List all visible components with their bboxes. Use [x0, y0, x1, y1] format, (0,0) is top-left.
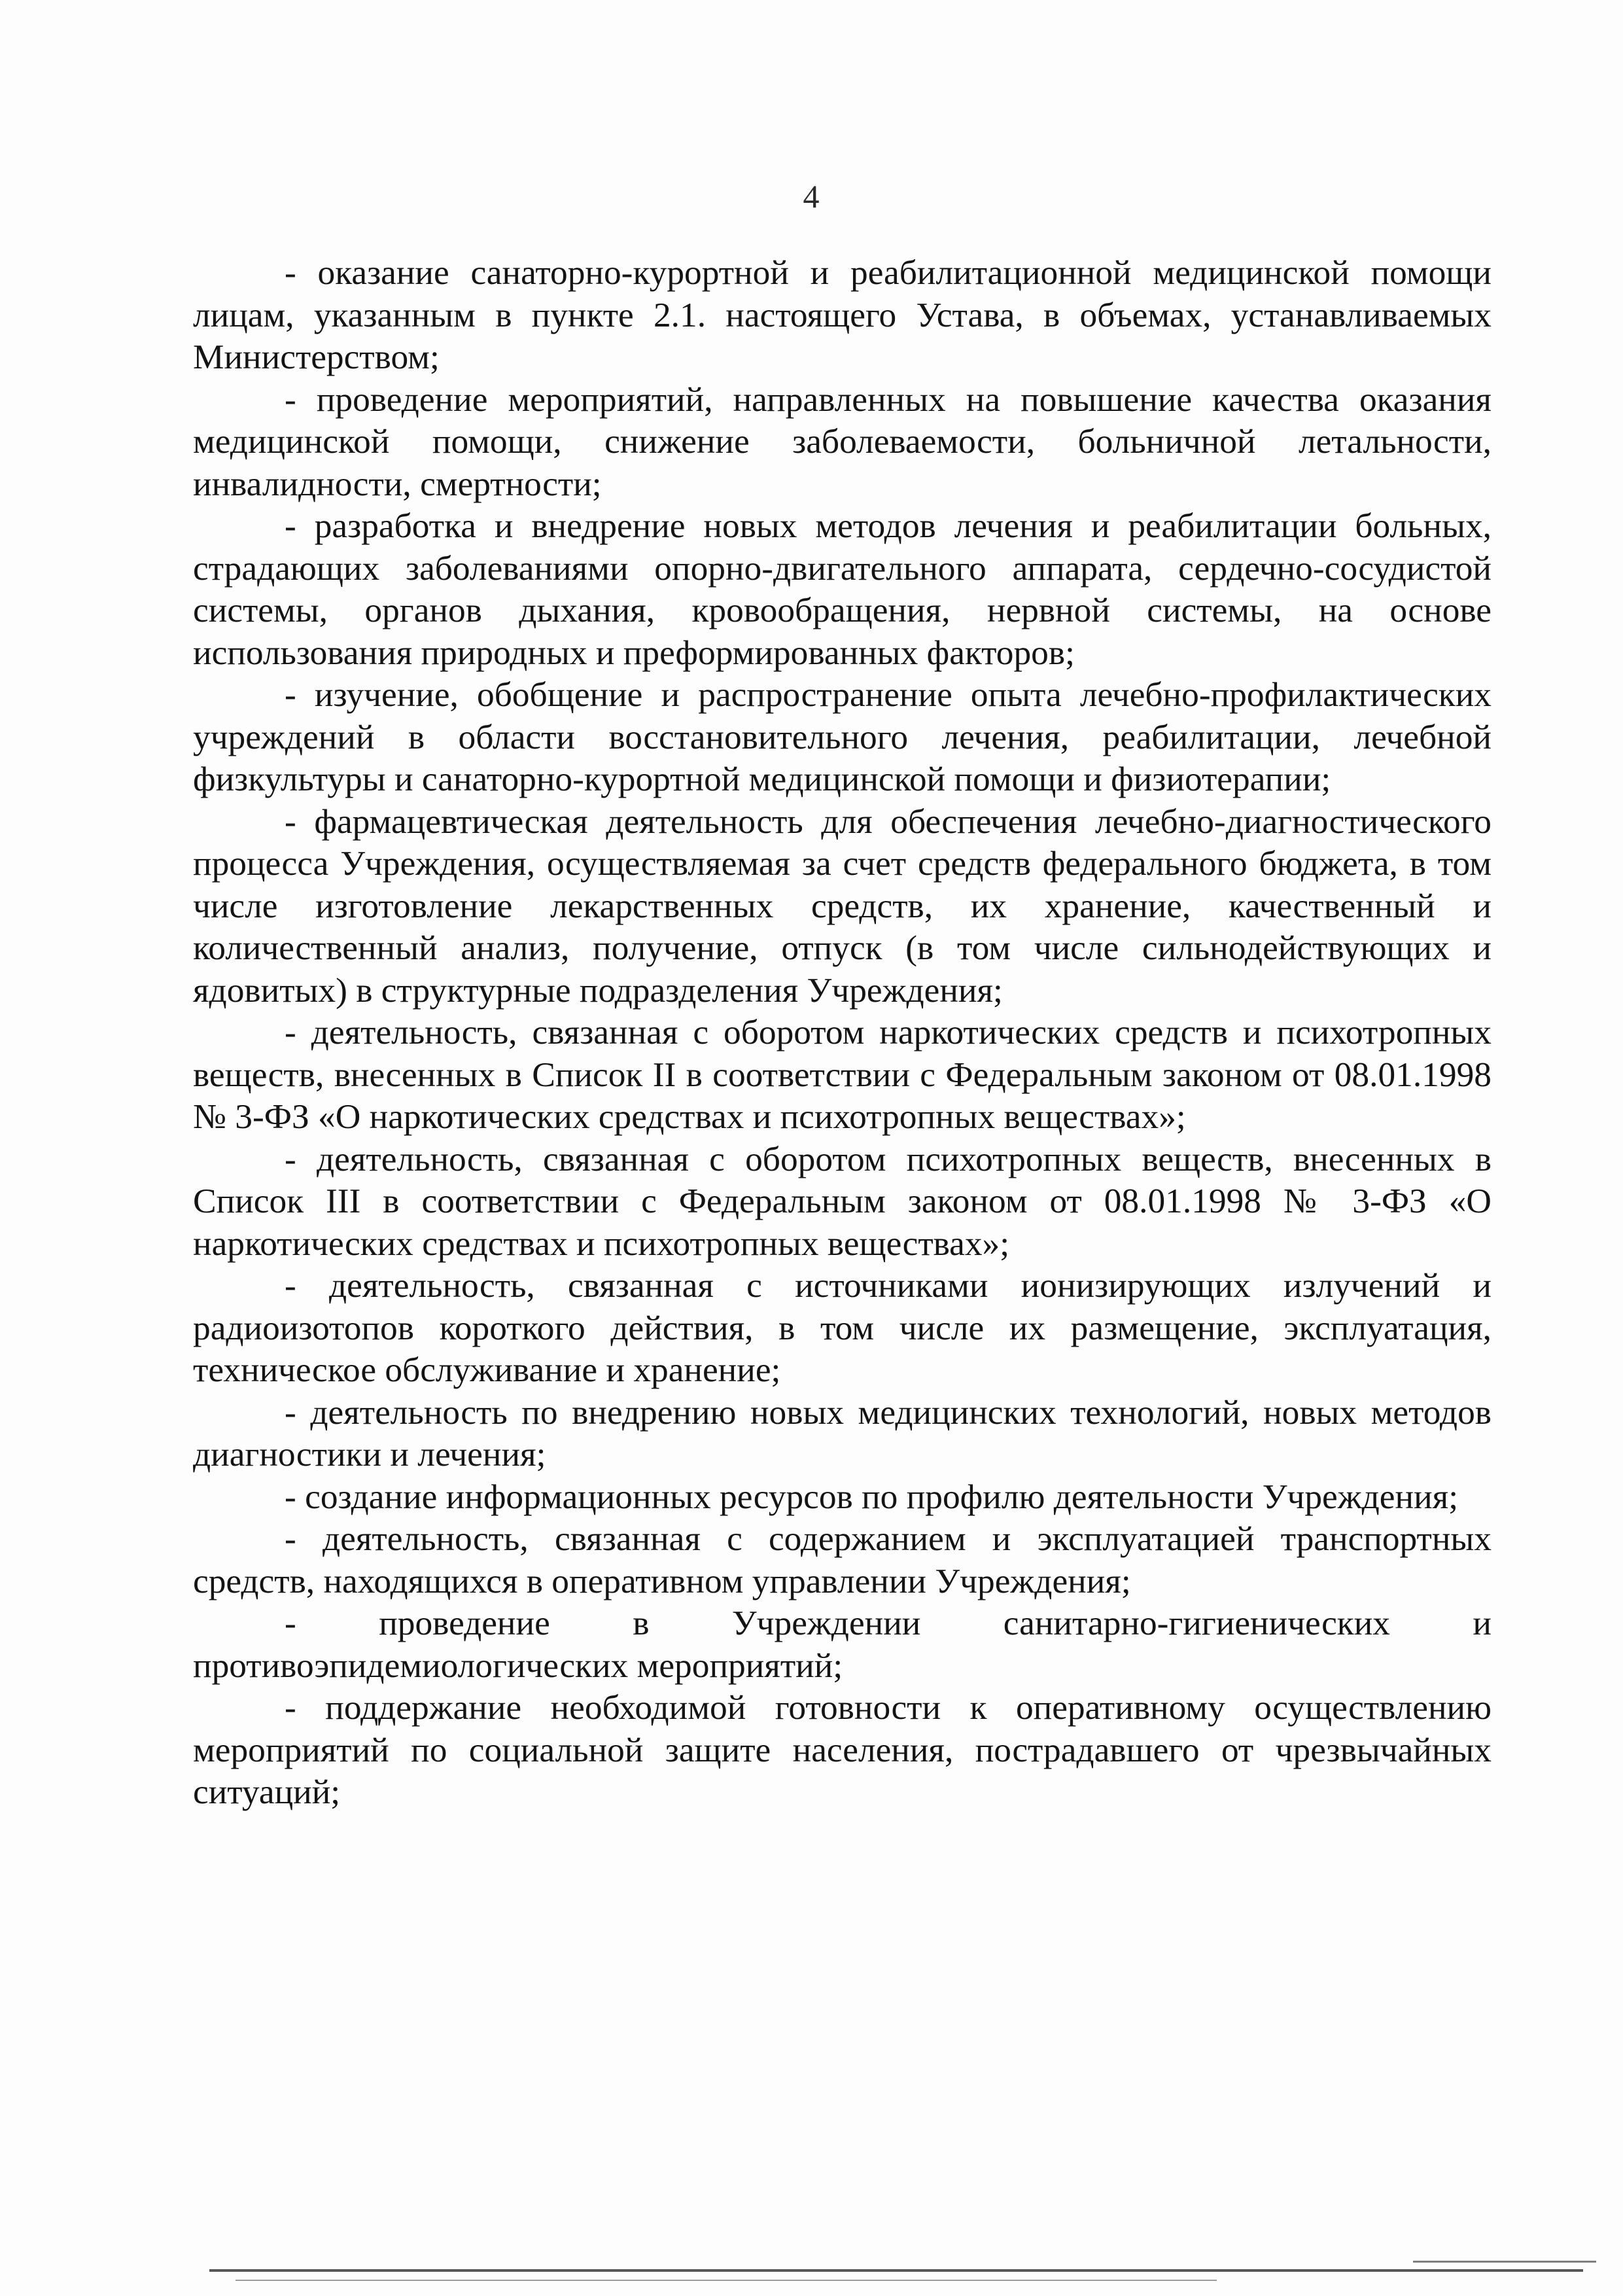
list-item: - изучение, обобщение и распространение опыта лечебно-профилактических учреждений в области восстановительного лечения, реабилитации, лечебной физкультуры и санаторно-курортной медицинской помощи и физиотерапии; [193, 675, 1492, 798]
list-item: - фармацевтическая деятельность для обеспечения лечебно-диагностического процесса Учреждения, осуществляемая за счет средств федерального бюджета, в том числе изготовление лекарственных средств, их хранение, качественный и количественный анализ, получение, отпуск (в том числе сильнодействующих и ядовитых) в структурные подразделения Учреждения; [193, 801, 1492, 1010]
scan-edge-line [209, 2269, 1583, 2272]
list-item: - разработка и внедрение новых методов лечения и реабилитации больных, страдающих заболеваниями опорно-двигательного аппарата, сердечно-сосудистой системы, органов дыхания, кровообращения, нервной системы, на основе использования природных и преформированных факторов; [193, 506, 1492, 672]
list-item: - деятельность, связанная с источниками ионизирующих излучений и радиоизотопов короткого действия, в том числе их размещение, эксплуатация, техническое обслуживание и хранение; [193, 1265, 1492, 1389]
scan-edge-line [236, 2280, 1217, 2281]
scan-edge-line [1413, 2261, 1596, 2263]
list-item: - проведение в Учреждении санитарно-гигиенических и противоэпидемиологических мероприятий; [193, 1603, 1492, 1685]
list-item: - деятельность, связанная с оборотом психотропных веществ, внесенных в Список III в соответствии с Федеральным законом от 08.01.1998 № 3-ФЗ «О наркотических средствах и психотропных веществах»; [193, 1139, 1492, 1263]
list-item: - деятельность по внедрению новых медицинских технологий, новых методов диагностики и лечения; [193, 1392, 1492, 1474]
list-item: - поддержание необходимой готовности к оперативному осуществлению мероприятий по социальной защите населения, пострадавшего от чрезвычайных ситуаций; [193, 1687, 1492, 1811]
list-item: - деятельность, связанная с содержанием и эксплуатацией транспортных средств, находящихся в оперативном управлении Учреждения; [193, 1519, 1492, 1600]
page-number: 4 [803, 178, 820, 215]
list-item: - создание информационных ресурсов по профилю деятельности Учреждения; [285, 1476, 1459, 1516]
list-item: - оказание санаторно-курортной и реабилитационной медицинской помощи лицам, указанным в пункте 2.1. настоящего Устава, в объемах, устанавливаемых Министерством; [193, 253, 1492, 376]
document-body [193, 251, 1492, 1813]
list-item: - деятельность, связанная с оборотом наркотических средств и психотропных веществ, внесенных в Список II в соответствии с Федеральным законом от 08.01.1998 № 3-ФЗ «О наркотических средствах и психотропных веществах»; [193, 1012, 1492, 1136]
list-item: - проведение мероприятий, направленных на повышение качества оказания медицинской помощи, снижение заболеваемости, больничной летальности, инвалидности, смертности; [193, 379, 1492, 503]
